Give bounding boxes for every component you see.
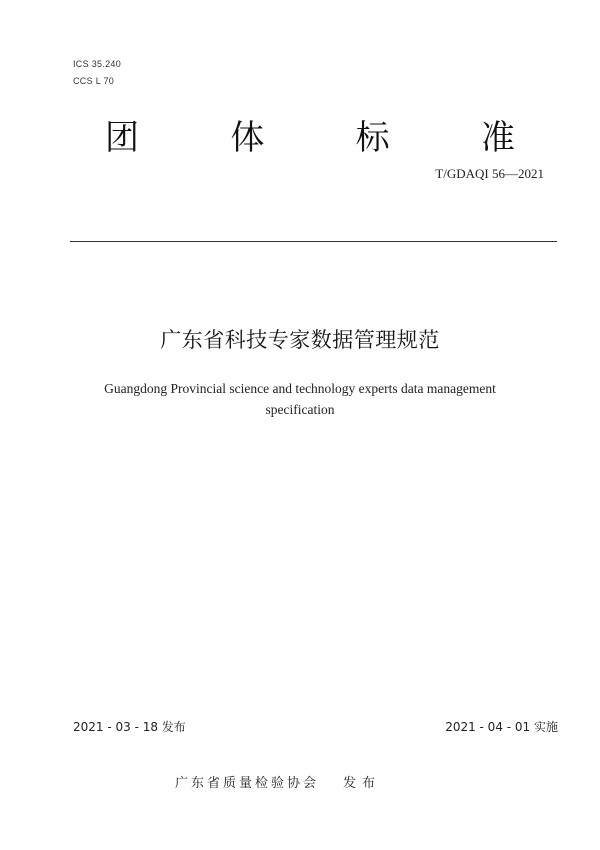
header-divider [70, 241, 557, 242]
standard-type-heading [105, 116, 515, 160]
ccs-code: CCS L 70 [73, 76, 115, 86]
standard-type-char: 体 [230, 118, 265, 158]
issuer-action: 发布 [343, 776, 382, 791]
implementation-date: 2021 - 04 - 01 实施 [445, 720, 558, 734]
standard-number: T/GDAQI 56—2021 [435, 166, 544, 181]
standard-type-char: 标 [355, 118, 390, 158]
ics-code: ICS 35.240 [73, 59, 122, 69]
document-title-chinese: 广东省科技专家数据管理规范 [160, 328, 440, 352]
standard-type-char: 团 [105, 118, 139, 158]
issue-date: 2021 - 03 - 18 发布 [73, 720, 186, 734]
standard-type-char: 准 [480, 118, 515, 158]
document-title-english: Guangdong Provincial science and technology experts data management specification [104, 381, 496, 417]
issuer-name: 广东省质量检验协会 [175, 776, 320, 791]
issuer-line [175, 772, 381, 791]
